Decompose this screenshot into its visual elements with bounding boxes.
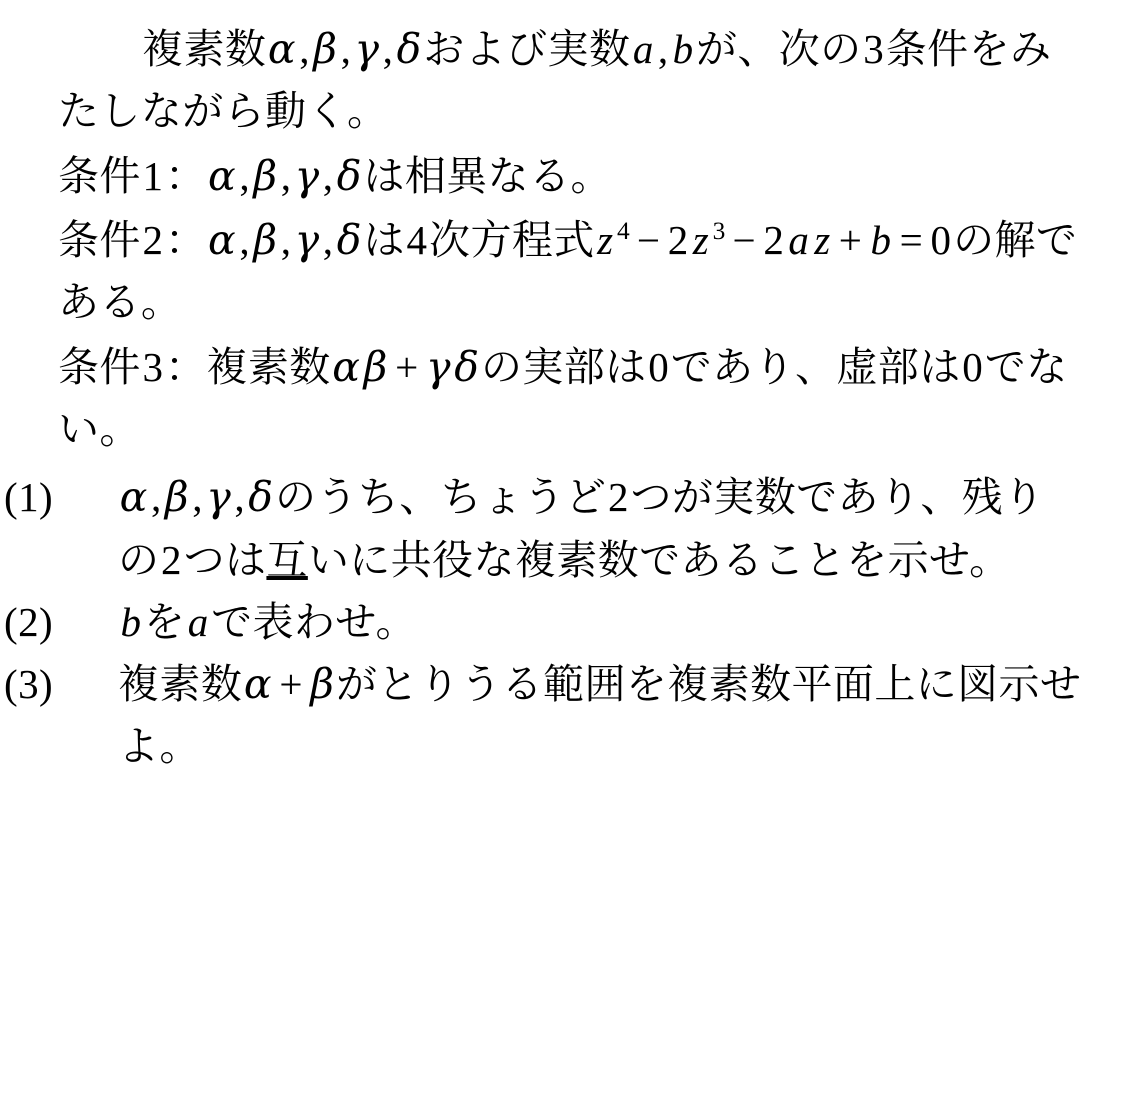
question-3-symbol-beta: β	[310, 660, 335, 709]
question-1-comma-2: ,	[192, 474, 203, 521]
questions-list	[0, 460, 1144, 778]
question-1	[0, 466, 1084, 591]
condition-1-comma-1: ,	[239, 152, 251, 199]
condition-2-comma-1: ,	[239, 216, 251, 263]
question-2	[0, 591, 1084, 653]
symbol-a: a	[632, 26, 654, 72]
question-2-symbol-b: b	[120, 598, 142, 645]
equation-minus-1: −	[636, 216, 661, 263]
question-1-symbol-gamma: γ	[206, 473, 232, 522]
question-3-marker: (3)	[4, 661, 54, 708]
equation-exp-4: 4	[616, 217, 631, 246]
question-1-symbol-alpha: α	[119, 473, 148, 522]
equation-minus-2: −	[732, 216, 757, 263]
question-1-text-d: いに共役な複素数であることを示せ。	[307, 536, 1011, 583]
condition-2-symbol-gamma: γ	[294, 215, 320, 264]
comma-1: ,	[299, 26, 310, 72]
equation-a: a	[788, 216, 810, 263]
condition-3-label: 条件	[58, 343, 141, 390]
condition-2-symbol-beta: β	[253, 215, 278, 264]
question-3-text-b: がとりうる範囲を複素数平面上に図示せよ。	[118, 661, 1082, 770]
question-2-text-a: を	[143, 598, 186, 645]
equation-zero: 0	[930, 216, 952, 263]
condition-1-number: 1	[142, 152, 164, 199]
comma-3: ,	[382, 26, 394, 72]
condition-3-text-d: でない。	[58, 343, 1068, 452]
question-1-symbol-beta: β	[164, 473, 190, 522]
intro-text-2: および実数	[423, 26, 631, 72]
condition-3-symbol-gamma: γ	[426, 342, 451, 391]
condition-3-text-b: の実部は	[480, 343, 647, 390]
equation-b: b	[870, 216, 892, 263]
condition-3-symbol-delta: δ	[454, 342, 480, 391]
condition-2-colon: ：	[165, 216, 207, 263]
condition-3-number: 3	[142, 343, 164, 390]
symbol-delta: δ	[396, 25, 422, 73]
condition-3-symbol-alpha: α	[332, 342, 361, 391]
comma-4: ,	[657, 26, 669, 72]
question-1-symbol-delta: δ	[248, 473, 274, 522]
condition-2	[0, 207, 1144, 334]
question-2-text-b: で表わせ。	[211, 598, 417, 645]
question-3	[0, 653, 1084, 778]
question-1-text-b: つが実数であり、残りの	[118, 474, 1045, 583]
condition-1-label: 条件	[58, 152, 141, 199]
question-1-count-2: 2	[161, 536, 182, 583]
condition-1-symbol-beta: β	[253, 151, 278, 200]
condition-1-comma-3: ,	[322, 152, 334, 199]
symbol-alpha: α	[267, 25, 297, 73]
condition-1-symbol-alpha: α	[208, 151, 237, 200]
condition-3-text-a: 複素数	[206, 343, 331, 390]
intro-text-4: 条件をみたしながら動く。	[58, 26, 1052, 135]
condition-3-text-c: であり、虚部は	[670, 343, 961, 390]
condition-2-text-c: の解である。	[58, 216, 1078, 326]
equation-plus-1: +	[838, 216, 863, 263]
condition-2-number: 2	[142, 216, 164, 263]
condition-1-symbol-gamma: γ	[294, 151, 320, 200]
symbol-gamma: γ	[354, 25, 380, 73]
condition-2-comma-2: ,	[280, 216, 292, 263]
condition-3-plus: +	[395, 343, 419, 390]
equation-equals: =	[899, 216, 924, 263]
question-3-text-a: 複素数	[118, 661, 243, 708]
equation-coef-2b: 2	[763, 216, 785, 263]
question-3-symbol-alpha: α	[243, 660, 272, 709]
condition-2-degree: 4	[406, 216, 428, 263]
question-1-marker: (1)	[4, 474, 54, 521]
condition-2-label: 条件	[58, 216, 141, 263]
condition-3-symbol-beta: β	[363, 342, 388, 391]
question-1-underlined-word: 互	[266, 536, 308, 583]
condition-1-text: は相異なる。	[363, 152, 612, 199]
condition-3-zero-1: 0	[648, 343, 670, 390]
condition-1	[0, 143, 1144, 207]
condition-2-comma-3: ,	[322, 216, 334, 263]
condition-2-text-b: 次方程式	[429, 216, 595, 263]
condition-2-symbol-alpha: α	[208, 215, 237, 264]
equation-exp-3: 3	[712, 217, 726, 246]
question-1-comma-1: ,	[150, 474, 162, 521]
condition-3-colon: ：	[165, 343, 207, 390]
intro-text-1: 複素数	[142, 26, 267, 72]
condition-2-text-a: は	[363, 216, 405, 263]
equation-coef-2a: 2	[667, 216, 689, 263]
equation-z-2: z	[692, 216, 710, 263]
intro-text-3: が、次の	[695, 26, 862, 72]
symbol-b: b	[672, 26, 694, 72]
condition-1-symbol-delta: δ	[336, 151, 362, 200]
symbol-beta: β	[313, 25, 338, 73]
equation-z-3: z	[814, 216, 831, 263]
question-3-plus: +	[279, 661, 303, 708]
intro-paragraph	[0, 0, 1144, 143]
condition-1-comma-2: ,	[280, 152, 292, 199]
question-1-count-1: 2	[607, 474, 629, 521]
question-2-marker: (2)	[4, 598, 54, 645]
condition-2-symbol-delta: δ	[336, 215, 362, 264]
question-1-comma-3: ,	[234, 474, 246, 521]
intro-number-3: 3	[863, 26, 885, 72]
question-2-symbol-a: a	[187, 598, 209, 645]
condition-3-zero-2: 0	[962, 343, 984, 390]
equation-z-1: z	[597, 216, 614, 263]
question-1-text-c: つは	[183, 536, 267, 583]
condition-1-colon: ：	[165, 152, 207, 199]
condition-3	[0, 334, 1144, 461]
comma-2: ,	[340, 26, 352, 72]
question-1-text-a: のうち、ちょうど	[275, 474, 607, 521]
